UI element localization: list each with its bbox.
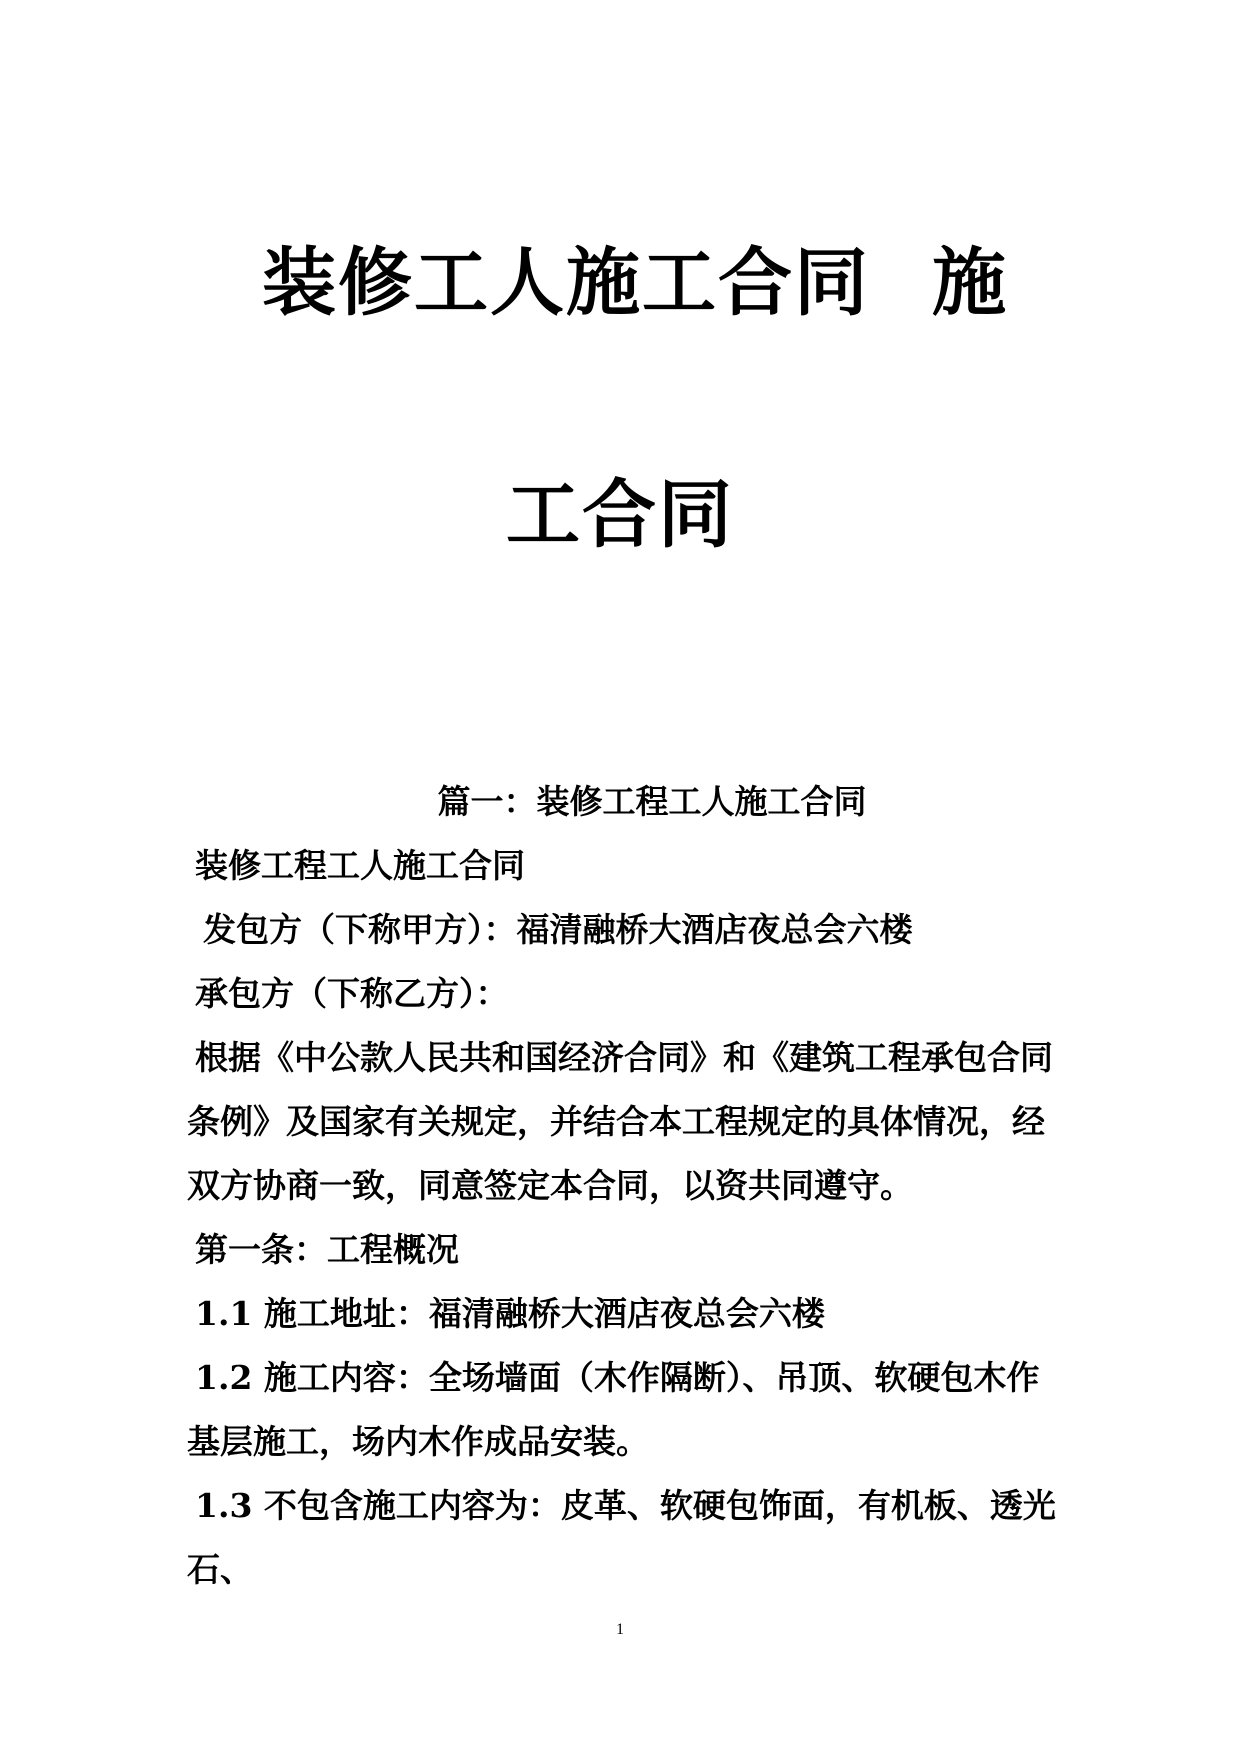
paragraph-article-1-heading: 第一条：工程概况 — [195, 1230, 459, 1269]
paragraph-preamble: 根据《中公款人民共和国经济合同》和《建筑工程承包合同条例》及国家有关规定，并结合本工程规定的具体情况，经双方协商一致，同意签定本合同，以资共同遵守。 — [187, 1038, 1053, 1205]
document-title-text: 装修工人施工合同 — [262, 240, 870, 326]
page-number: 1 — [616, 1621, 624, 1638]
paragraph-clause-1-2: 1.2 施工内容：全场墙面（木作隔断）、吊顶、软硬包木作基层施工，场内木作成品安装。 — [187, 1358, 1040, 1461]
paragraph-clause-1-1: 1.1 施工地址：福清融桥大酒店夜总会六楼 — [195, 1294, 825, 1333]
document-title-line-1 — [262, 238, 1162, 328]
paragraph-party-b: 承包方（下称乙方）： — [195, 974, 509, 1013]
paragraph-party-a: 发包方（下称甲方）：福清融桥大酒店夜总会六楼 — [203, 910, 913, 949]
document-title-text-continued: 施 — [932, 240, 1008, 326]
paragraph-clause-1-3: 1.3 不包含施工内容为：皮革、软硬包饰面，有机板、透光石、 — [187, 1486, 1056, 1589]
document-title-line-2: 工合同 — [506, 472, 734, 558]
document-body — [187, 770, 1057, 1602]
paragraph-contract-name: 装修工程工人施工合同 — [195, 846, 525, 885]
section-heading: 篇一：装修工程工人施工合同 — [437, 782, 867, 821]
